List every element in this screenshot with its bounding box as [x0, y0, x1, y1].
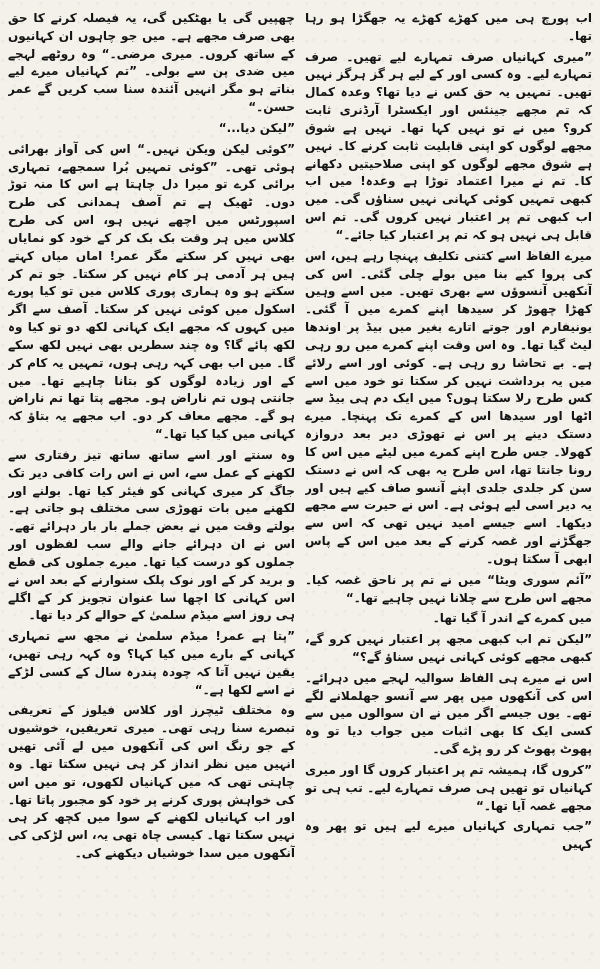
left-column — [8, 10, 295, 961]
paragraph: ”لیکن دیا...“ — [218, 120, 295, 135]
paragraph: اس نے میرے ہی الفاظ سوالیہ لہجے میں دہرائے۔ اس کی آنکھوں میں پھر سے آنسو جھلملانے لگے تھے۔ یوں جیسے اگر میں نے ان سوالوں میں سے کسی ایک کا بھی اثبات میں جواب دیا تو وہ پھوٹ پھوٹ کر رو پڑے گی۔ — [305, 670, 592, 757]
paragraph: ”کروں گا، ہمیشہ تم پر اعتبار کروں گا اور میری کہانیاں تو تھیں ہی صرف تمہارے لیے۔ تب ہی تو مجھے غصہ آیا تھا۔“ — [305, 762, 592, 813]
text-columns — [8, 10, 592, 961]
right-column — [305, 10, 592, 961]
paragraph: اب پورچ ہی میں کھڑے کھڑے یہ جھگڑا ہو رہا تھا۔ — [305, 11, 592, 43]
paragraph: ”میری کہانیاں صرف تمہارے لیے تھیں۔ صرف تمہارے لیے۔ وہ کسی اور کے لیے ہر گز ہرگز نہیں تھیں۔ تمہیں یہ حق کس نے دیا تھا؟ وعدہ کمال کہ تم مجھے جینئس اور ایکسٹرا آرڈنری ثابت کرو؟ میں نے تو نہیں کہا تھا۔ نہیں ہے شوق مجھے لوگوں کو اپنی قابلیت ثابت کرنے کا۔ نہیں ہے شوق مجھے لوگوں کو اپنی صلاحیتیں دکھانے کا۔ تم نے میرا اعتماد توڑا ہے وعدہ! میں اب کبھی تمہیں کوئی کہانی نہیں سناؤں گی۔ میں اب کبھی تم پر اعتبار نہیں کروں گی۔ تم اس قابل ہی نہیں ہو کہ تم پر اعتبار کیا جائے۔“ — [305, 49, 592, 242]
paragraph: میرے الفاظ اسے کتنی تکلیف پہنچا رہے ہیں، اس کی پروا کیے بنا میں بولے چلی گئی۔ اس کی آنکھیں آنسوؤں سے بھری تھیں۔ میں اسے وہیں کھڑا چھوڑ کر سیدھا اپنے کمرے میں آ گئی۔ یونیفارم اور جوتے اتارے بغیر میں بیڈ پر اوندھا لیٹ گیا تھا۔ وہ اس وقت اپنے کمرے میں رو رہی ہے۔ بے تحاشا رو رہی ہے۔ کوئی اور اسے رلائے میں یہ برداشت نہیں کر سکتا تو خود میں اسے کس طرح رلا سکتا ہوں؟ میں ایک دم ہی بیڈ سے اٹھا اور سیدھا اس کے کمرے تک پہنچا۔ میرے دستک دینے پر اس نے تھوڑی دیر بعد دروازہ کھولا۔ جس طرح اپنے کمرے میں لیٹے میں اس کا رونا جانتا تھا، اس طرح یہ بھی کہ اس نے دستک سن کر جلدی جلدی اپنے آنسو صاف کیے ہیں اور یہ دیر اسی لیے ہوئی ہے۔ اس نے حیرت سے مجھے دیکھا۔ اسے جیسے امید نہیں تھی کہ اس سے جھگڑنے اور غصہ کرنے کے بعد میں اس کے پاس ابھی آ سکتا ہوں۔ — [305, 248, 592, 566]
paragraph: ”کوئی لیکن ویکن نہیں۔“ اس کی آواز بھرائی ہوئی تھی۔ ”کوئی تمہیں بُرا سمجھے، تمہاری برائی کرے تو میرا دل چاہتا ہے اس کا منہ توڑ دوں۔ ٹھیک ہے تم آصف ہمدانی کی طرح اسپورٹس میں اچھے نہیں ہو، اس کی طرح کلاس میں ہر وقت بک بک کر کے خود کو نمایاں بھی نہیں کر سکتے مگر عمر! اماں میاں کہتے ہیں ہر آدمی ہر کام نہیں کر سکتا۔ جو تم کر سکتے ہو وہ ہماری پوری کلاس میں تو کیا پورے اسکول میں کوئی نہیں کر سکتا۔ آصف سے اگر میں کہوں کہ مجھے ایک کہانی لکھ دو تو کیا وہ لکھ پائے گا؟ وہ چند سطریں بھی نہیں لکھ سکے گا۔ میں اب بھی کہہ رہی ہوں، تمہیں یہ کام کر کے اور زیادہ لوگوں کو بتانا چاہیے تھا۔ میں جانتی ہوں تم ناراض ہو۔ مجھے پتا تھا تم ناراض ہو گے۔ مجھے معاف کر دو۔ اب مجھے یہ بتاؤ کہ کہانی میں کیا کیا تھا۔“ — [8, 141, 295, 442]
paragraph: ”لیکن تم اب کبھی مجھ پر اعتبار نہیں کرو گے، کبھی مجھے کوئی کہانی نہیں سناؤ گے؟“ — [305, 632, 592, 664]
paragraph: وہ سنتے اور اسے ساتھ ساتھ تیز رفتاری سے لکھنے کے عمل سے، اس نے اس رات کافی دیر تک جاگ کر میری کہانی کو فیئر کیا تھا۔ بولنے اور لکھنے میں بات تھوڑی سی مختلف ہو جاتی ہے۔ بولتے وقت میں نے بعض جملے بار بار دہرائے تھے۔ اس نے ان دہرائے جانے والے سب لفظوں اور جملوں کو درست کیا تھا۔ میرے جملوں کی قطع و برید کر کے اور نوک پلک سنوارنے کے بعد اس نے اس کہانی کا اچھا سا عنوان تجویز کر کے اگلے ہی روز اسے میڈم سلمیٰ کے حوالے کر دیا تھا۔ — [8, 447, 295, 623]
paragraph: میں کمرے کے اندر آ گیا تھا۔ — [432, 611, 592, 626]
paragraph: ”پتا ہے عمر! میڈم سلمیٰ نے مجھ سے تمہاری کہانی کے بارے میں کیا کہا؟ وہ کہہ رہی تھیں، یقین نہیں آتا کہ چودہ پندرہ سال کے کسی لڑکے نے اسے لکھا ہے۔“ — [8, 629, 295, 697]
paragraph: چھپیں گی یا بھٹکیں گی، یہ فیصلہ کرنے کا حق بھی صرف مجھے ہے۔ میں جو چاہوں ان کہانیوں کے ساتھ کروں۔ میری مرضی۔“ وہ روٹھے لہجے میں ضدی پن سے بولی۔ ”تم کہانیاں میرے لیے بناتے ہو مگر انہیں آئندہ سنا سب کریں گے عمر حسن۔“ — [8, 11, 295, 115]
paragraph: ”جب تمہاری کہانیاں میرے لیے ہیں تو پھر وہ کہیں — [305, 819, 592, 852]
paragraph: ”آئم سوری ویٹا“ میں نے تم پر ناحق غصہ کیا۔ مجھے اس طرح سے چلانا نہیں چاہیے تھا۔“ — [305, 572, 592, 605]
paragraph: وہ مختلف ٹیچرز اور کلاس فیلوز کے تعریفی تبصرے سنا رہی تھی۔ میری تعریفیں، خوشیوں کے جو رنگ اس کی آنکھوں میں لے آئی تھیں انہیں میں نظر انداز کر ہی نہیں سکتا تھا۔ وہ چاہتی تھی کہ میں کہانیاں لکھوں، تو میں اس کی خواہش پوری کرنے پر خود کو مجبور پاتا تھا۔ اور اب کہانیاں لکھنے کے سوا میں کچھ کر ہی نہیں سکتا تھا۔ کیسی چاہ تھی یہ، اس لڑکی کی آنکھوں میں سدا خوشیاں دیکھنے کی۔ — [8, 703, 295, 861]
